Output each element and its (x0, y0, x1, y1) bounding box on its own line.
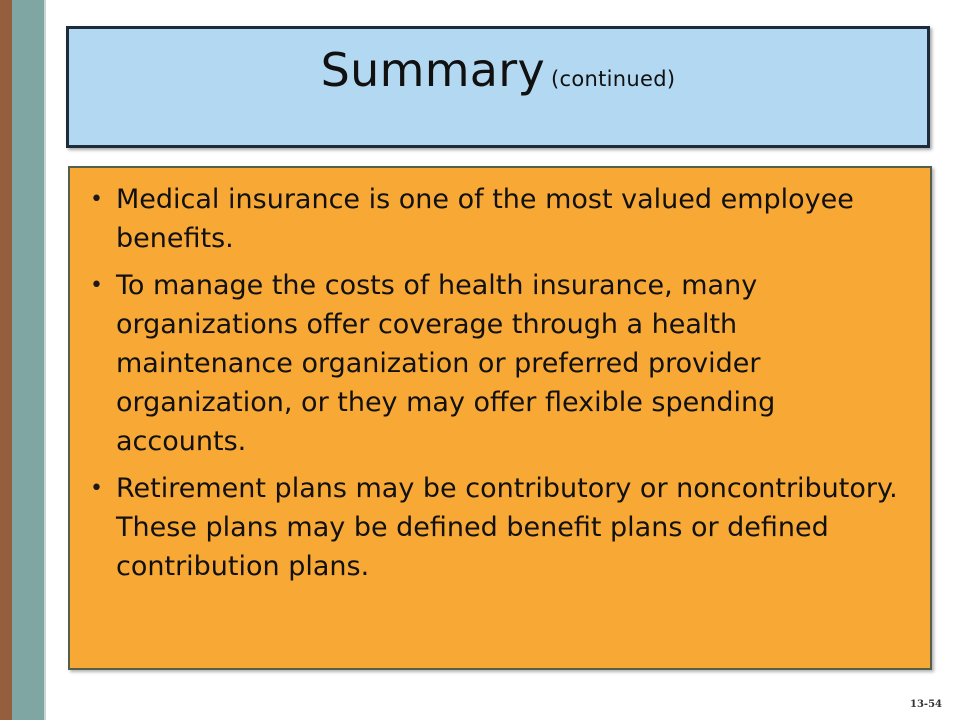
bullet-text: Medical insurance is one of the most valued employee benefits. (116, 184, 854, 254)
bullet-item (86, 469, 910, 586)
bullet-item (86, 266, 910, 461)
content-box (68, 166, 932, 670)
slide-title-main: Summary (320, 43, 546, 97)
bullet-dot-icon: • (90, 476, 103, 501)
bullet-dot-icon: • (90, 273, 103, 298)
left-stripe-divider (44, 0, 46, 720)
slide-title (321, 43, 676, 97)
left-stripe-teal (12, 0, 44, 720)
left-stripe-brown (0, 0, 12, 720)
bullet-dot-icon: • (90, 187, 103, 212)
bullet-text: Retirement plans may be contributory or noncontributory. These plans may be defined benefit plans or defined contribution plans. (116, 473, 898, 582)
slide-title-sub: (continued) (551, 67, 676, 91)
bullet-text: To manage the costs of health insurance, many organizations offer coverage through a health maintenance organization or preferred provider organization, or they may offer flexible spending accounts. (116, 270, 776, 457)
page-number: 13-54 (910, 699, 942, 710)
title-box (66, 26, 930, 148)
bullet-list (70, 168, 930, 586)
bullet-item (86, 180, 910, 258)
